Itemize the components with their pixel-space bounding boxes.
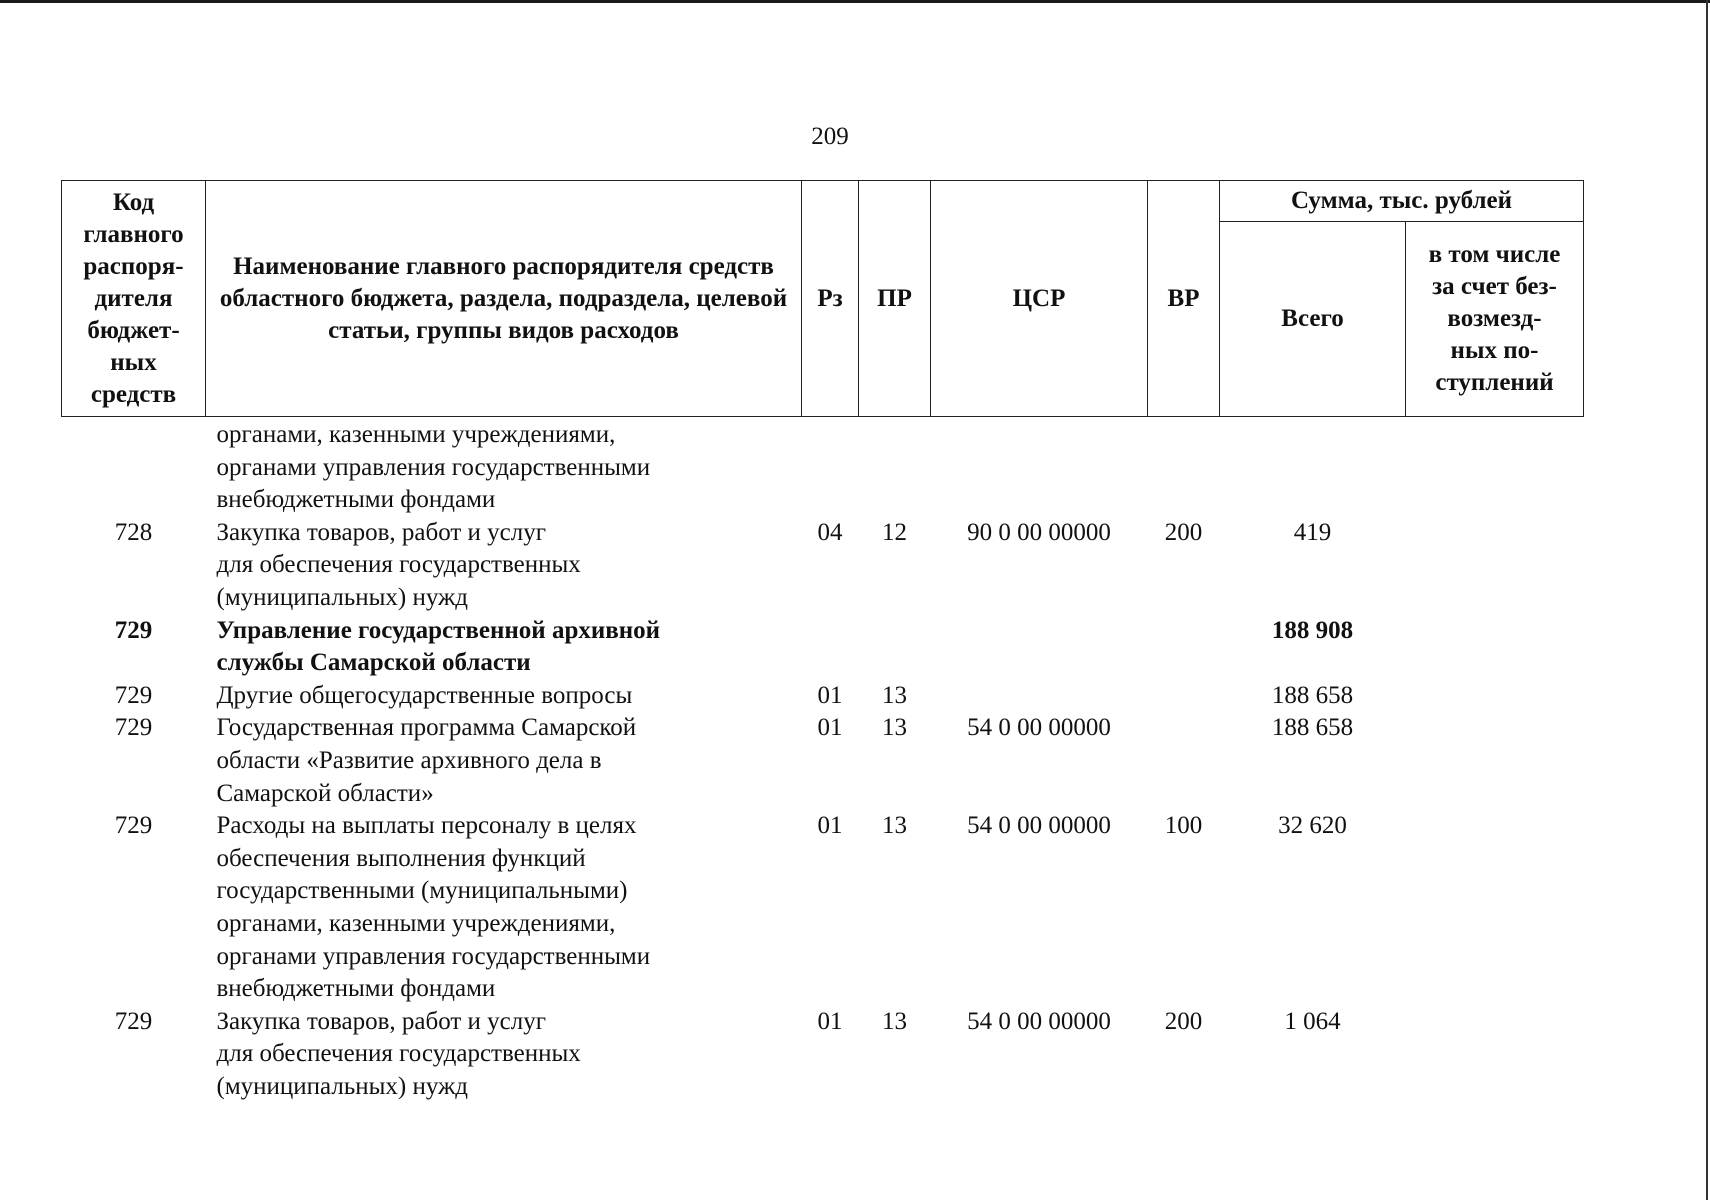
header-name: Наименование главного распорядителя средств областного бюджета, раздела, подраздела, целевой статьи, группы видов расходов	[206, 181, 802, 417]
row-code: 728	[114, 518, 153, 546]
header-code: Код главного распоря- дителя бюджет- ных средств	[62, 181, 206, 417]
row-incl	[1406, 680, 1584, 713]
table-body	[62, 417, 1584, 1104]
row-pr	[859, 417, 931, 517]
row-vr	[1148, 417, 1220, 517]
row-csr: 90 0 00 00000	[967, 518, 1111, 546]
right-scan-border	[1706, 0, 1708, 1200]
row-code	[62, 417, 206, 517]
row-rz	[802, 615, 859, 680]
row-incl	[1406, 517, 1584, 615]
table-row	[62, 712, 1584, 810]
row-total: 188 658	[1271, 681, 1354, 709]
row-csr: 54 0 00 00000	[967, 812, 1111, 840]
top-scan-border	[0, 0, 1710, 3]
row-name: Другие общегосударственные вопросы	[216, 681, 633, 709]
header-incl: в том числе за счет без- возмезд- ных по- ступлений	[1406, 222, 1584, 417]
table-header	[62, 181, 1584, 417]
row-code: 729	[114, 812, 153, 840]
table-row-bold	[62, 615, 1584, 680]
row-csr: 54 0 00 00000	[967, 1007, 1111, 1035]
row-code: 729	[114, 714, 153, 742]
row-rz: 01	[817, 812, 843, 840]
row-vr	[1148, 680, 1220, 713]
header-rz: Рз	[802, 181, 859, 417]
row-vr	[1148, 712, 1220, 810]
row-vr: 200	[1164, 518, 1203, 546]
row-name: Государственная программа Самарской области «Развитие архивного дела в Самарской области»	[216, 714, 637, 807]
row-rz: 01	[817, 1007, 843, 1035]
row-code: 729	[114, 1007, 153, 1035]
row-vr: 100	[1164, 812, 1203, 840]
row-code: 729	[114, 681, 153, 709]
header-pr: ПР	[859, 181, 931, 417]
table-row	[62, 810, 1584, 1006]
header-vr: ВР	[1148, 181, 1220, 417]
header-csr: ЦСР	[931, 181, 1148, 417]
table-row	[62, 1006, 1584, 1104]
table-row	[62, 680, 1584, 713]
row-name: Управление государственной архивной службы Самарской области	[216, 616, 661, 677]
row-total	[1220, 417, 1406, 517]
header-sum-group: Сумма, тыс. рублей	[1220, 181, 1584, 222]
row-rz: 01	[817, 714, 843, 742]
row-pr: 12	[882, 518, 907, 546]
row-rz: 04	[817, 518, 843, 546]
page-number: 209	[811, 123, 849, 150]
row-incl	[1406, 615, 1584, 680]
row-name: Расходы на выплаты персоналу в целях обеспечения выполнения функций государственными (муниципальными) органами, казенными учреждениями, органами управления государственными внебюджетными фондами	[216, 812, 651, 1003]
row-name: органами, казенными учреждениями, органами управления государственными внебюджетными фондами	[216, 421, 651, 514]
row-code: 729	[114, 616, 153, 644]
row-rz	[802, 417, 859, 517]
row-vr: 200	[1164, 1007, 1203, 1035]
row-incl	[1406, 712, 1584, 810]
row-total: 1 064	[1284, 1007, 1341, 1035]
row-total: 32 620	[1278, 812, 1347, 840]
row-total: 419	[1293, 518, 1332, 546]
row-pr: 13	[882, 681, 907, 709]
row-total: 188 658	[1271, 714, 1354, 742]
table-row	[62, 417, 1584, 517]
row-vr	[1148, 615, 1220, 680]
budget-table	[61, 180, 1584, 1103]
row-csr: 54 0 00 00000	[967, 714, 1111, 742]
header-total: Всего	[1220, 222, 1406, 417]
row-csr	[931, 615, 1148, 680]
row-pr: 13	[882, 1007, 907, 1035]
row-incl	[1406, 417, 1584, 517]
table-row	[62, 517, 1584, 615]
row-pr	[859, 615, 931, 680]
row-incl	[1406, 1006, 1584, 1104]
row-name: Закупка товаров, работ и услуг для обеспечения государственных (муниципальных) нужд	[216, 1007, 581, 1100]
row-incl	[1406, 810, 1584, 1006]
row-rz: 01	[817, 681, 843, 709]
row-pr: 13	[882, 812, 907, 840]
row-name: Закупка товаров, работ и услуг для обеспечения государственных (муниципальных) нужд	[216, 518, 581, 611]
row-pr: 13	[882, 714, 907, 742]
row-total: 188 908	[1271, 616, 1354, 644]
row-csr	[931, 680, 1148, 713]
row-csr	[931, 417, 1148, 517]
